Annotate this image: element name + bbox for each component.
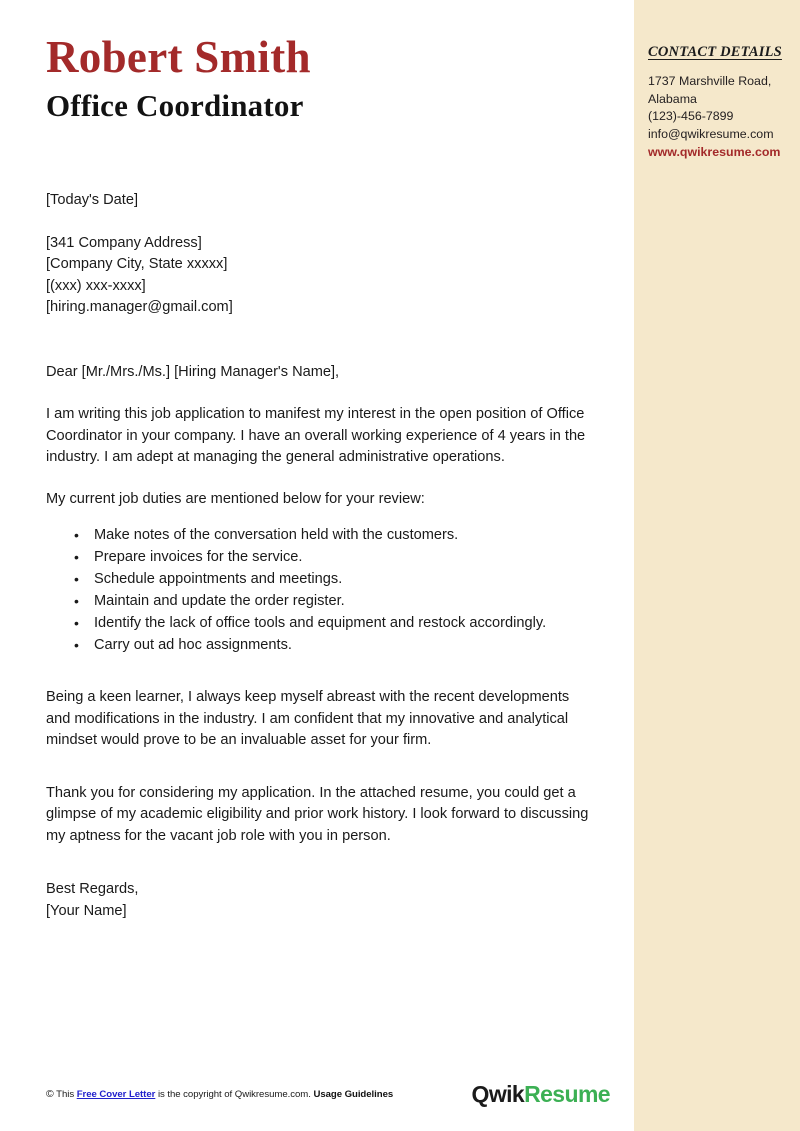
closing-paragraph-1: Being a keen learner, I always keep myself abreast with the recent developments and modifications in the industry. I am confident that my innovative and analytical mindset would prove to be an invaluable asset for your firm. (46, 689, 570, 749)
applicant-name: Robert Smith (46, 32, 311, 82)
recipient-street: [341 Company Address] (46, 234, 202, 251)
bullet-icon: • (74, 570, 79, 587)
bullet-icon: • (74, 548, 79, 565)
sign-off: Best Regards, (46, 881, 139, 898)
list-item-text: Carry out ad hoc assignments. (94, 636, 292, 653)
copyright-icon: © (46, 1088, 54, 1100)
contact-details-sidebar (634, 0, 800, 1131)
intro-paragraph: I am writing this job application to manifest my interest in the open position of Office Coordinator in your company. I have an overall working experience of 4 years in the industry. I am adept at managing the general administrative operations. (46, 406, 586, 466)
contact-website-link[interactable]: www.qwikresume.com (648, 145, 781, 159)
copyright-notice (46, 1087, 393, 1102)
list-item (74, 569, 590, 591)
page-footer (0, 1072, 634, 1117)
list-item-text: Identify the lack of office tools and equipment and restock accordingly. (94, 614, 547, 631)
contact-address-line2: Alabama (648, 91, 697, 106)
signature-name: [Your Name] (46, 902, 127, 919)
contact-details-heading: CONTACT DETAILS (648, 44, 782, 60)
contact-phone: (123)-456-7899 (648, 109, 734, 123)
recipient-email: [hiring.manager@gmail.com] (46, 299, 233, 316)
list-item-text: Maintain and update the order register. (94, 592, 345, 609)
list-item (74, 525, 590, 547)
bullet-icon: • (74, 526, 79, 543)
list-item-text: Schedule appointments and meetings. (94, 570, 343, 587)
free-cover-letter-link[interactable]: Free Cover Letter (76, 1089, 156, 1100)
bullet-icon: • (74, 592, 79, 609)
bullet-icon: • (74, 636, 79, 653)
copyright-middle: is the copyright of Qwikresume.com. (157, 1089, 311, 1100)
closing-paragraph-2: Thank you for considering my application. In the attached resume, you could get a glimpse of my academic eligibility and prior work history. I look forward to discussing my aptness for the vacant job role with you in person. (46, 784, 589, 844)
list-item (74, 547, 590, 569)
applicant-job-title: Office Coordinator (46, 88, 304, 124)
bullet-icon: • (74, 614, 79, 631)
sign-off-block (46, 879, 590, 922)
letter-date: [Today's Date] (46, 192, 139, 209)
list-item (74, 635, 590, 657)
contact-details-list (648, 73, 786, 162)
copyright-prefix: This (56, 1089, 75, 1100)
contact-email: info@qwikresume.com (648, 126, 774, 141)
logo-text-resume: Resume (524, 1081, 610, 1107)
duties-intro: My current job duties are mentioned below for your review: (46, 490, 425, 507)
salutation: Dear [Mr./Mrs./Ms.] [Hiring Manager's Name], (46, 363, 340, 380)
list-item-text: Prepare invoices for the service. (94, 548, 303, 565)
recipient-address-block (46, 233, 590, 319)
recipient-phone: [(xxx) xxx-xxxx] (46, 277, 146, 294)
contact-address-line1: 1737 Marshville Road, (648, 74, 772, 88)
qwikresume-logo[interactable] (472, 1083, 624, 1106)
logo-text-qwik: Qwik (471, 1081, 525, 1107)
list-item (74, 613, 590, 635)
job-duties-list (46, 525, 590, 657)
list-item-text: Make notes of the conversation held with the customers. (94, 526, 459, 543)
recipient-city-state-zip: [Company City, State xxxxx] (46, 256, 228, 273)
usage-guidelines-link[interactable]: Usage Guidelines (313, 1089, 394, 1100)
list-item (74, 591, 590, 613)
